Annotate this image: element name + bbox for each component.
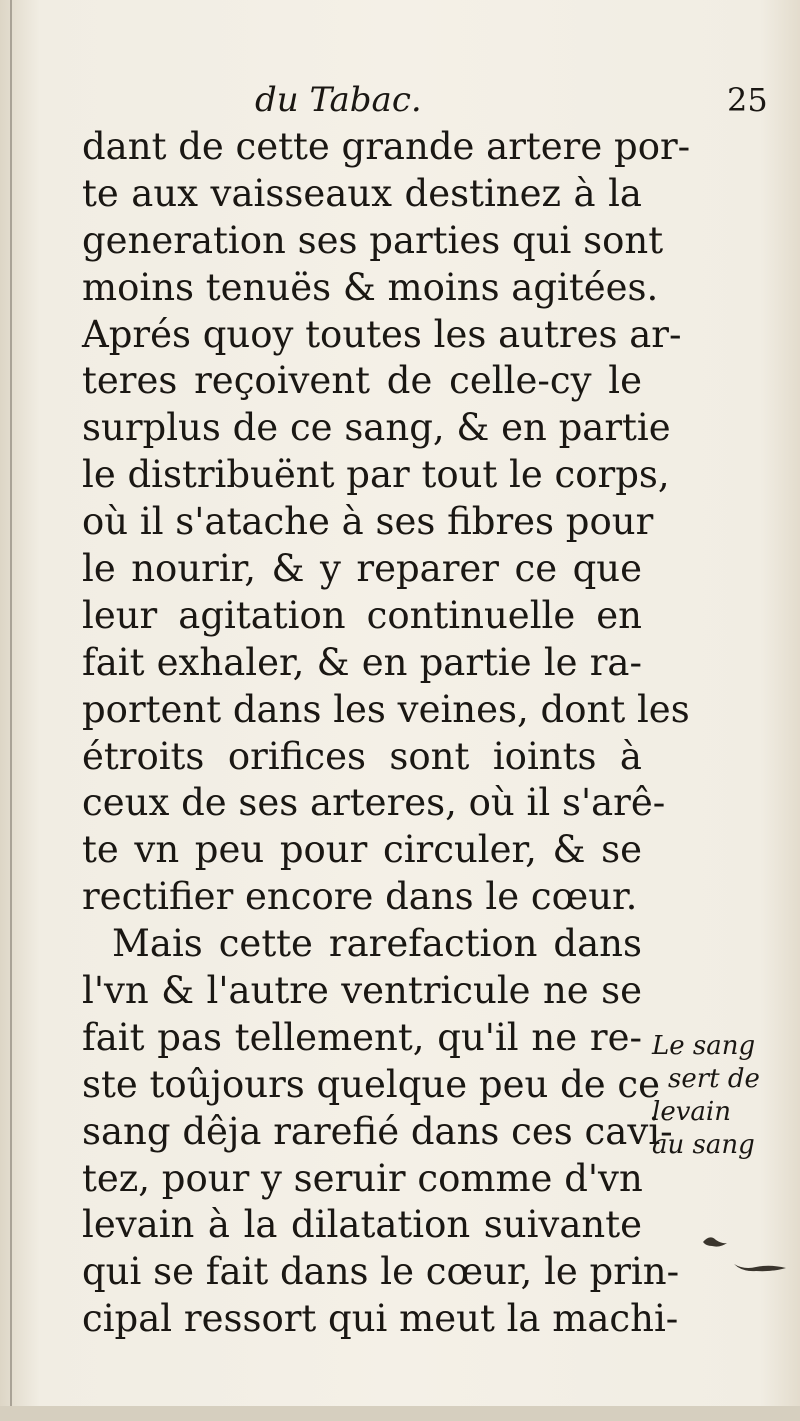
marginal-note-line: au sang [652,1130,755,1160]
text-line: levain à la dilatation suivante [82,1203,642,1247]
text-line: teres reçoivent de celle-cy le [82,359,642,403]
binding-gutter-edge [10,0,12,1421]
text-line: surplus de ce sang, & en partie [82,406,671,450]
text-line: fait pas tellement, qu'il ne re- [82,1015,642,1059]
text-line: qui se fait dans le cœur, le prin- [82,1250,680,1294]
text-line: cipal ressort qui meut la machi- [82,1297,679,1341]
text-line: te aux vaisseaux destinez à la [82,171,642,215]
text-line: ceux de ses arteres, où il s'arê- [82,781,666,825]
page-bottom-edge [0,1406,800,1421]
text-line: étroits orifices sont ioints à [82,734,642,778]
page-number: 25 [727,81,768,119]
marginal-note [652,1030,792,1162]
text-line: fait exhaler, & en partie le ra- [82,640,642,684]
text-line: l'vn & l'autre ventricule ne se [82,969,642,1013]
text-line: Aprés quoy toutes les autres ar- [82,312,682,356]
ink-mark-icon [732,1258,788,1274]
text-line: tez, pour y seruir comme d'vn [82,1156,643,1200]
marginal-note-line: sert de [668,1064,760,1094]
text-line: portent dans les veines, dont les [82,687,690,731]
text-line: rectifier encore dans le cœur. [82,875,638,919]
text-line: où il s'atache à ses fibres pour [82,500,654,544]
text-line: leur agitation continuelle en [82,593,642,637]
marginal-note-line: Le sang [652,1031,756,1061]
text-line: sang dêja rarefié dans ces cavi- [82,1109,673,1153]
ink-blot-icon [700,1230,730,1250]
marginal-note-line: levain [652,1097,731,1127]
text-line: le distribuënt par tout le corps, [82,453,670,497]
text-line: moins tenuës & moins agitées. [82,265,659,309]
text-line: te vn peu pour circuler, & se [82,828,642,872]
text-line-paragraph-start: Mais cette rarefaction dans [112,922,642,966]
text-line: dant de cette grande artere por- [82,125,691,168]
text-line: le nourir, & y reparer ce que [82,547,642,591]
running-head: du Tabac. [255,80,422,120]
text-line: ste toûjours quelque peu de ce [82,1062,661,1106]
text-line: generation ses parties qui sont [82,218,664,262]
body-text [82,124,691,1343]
